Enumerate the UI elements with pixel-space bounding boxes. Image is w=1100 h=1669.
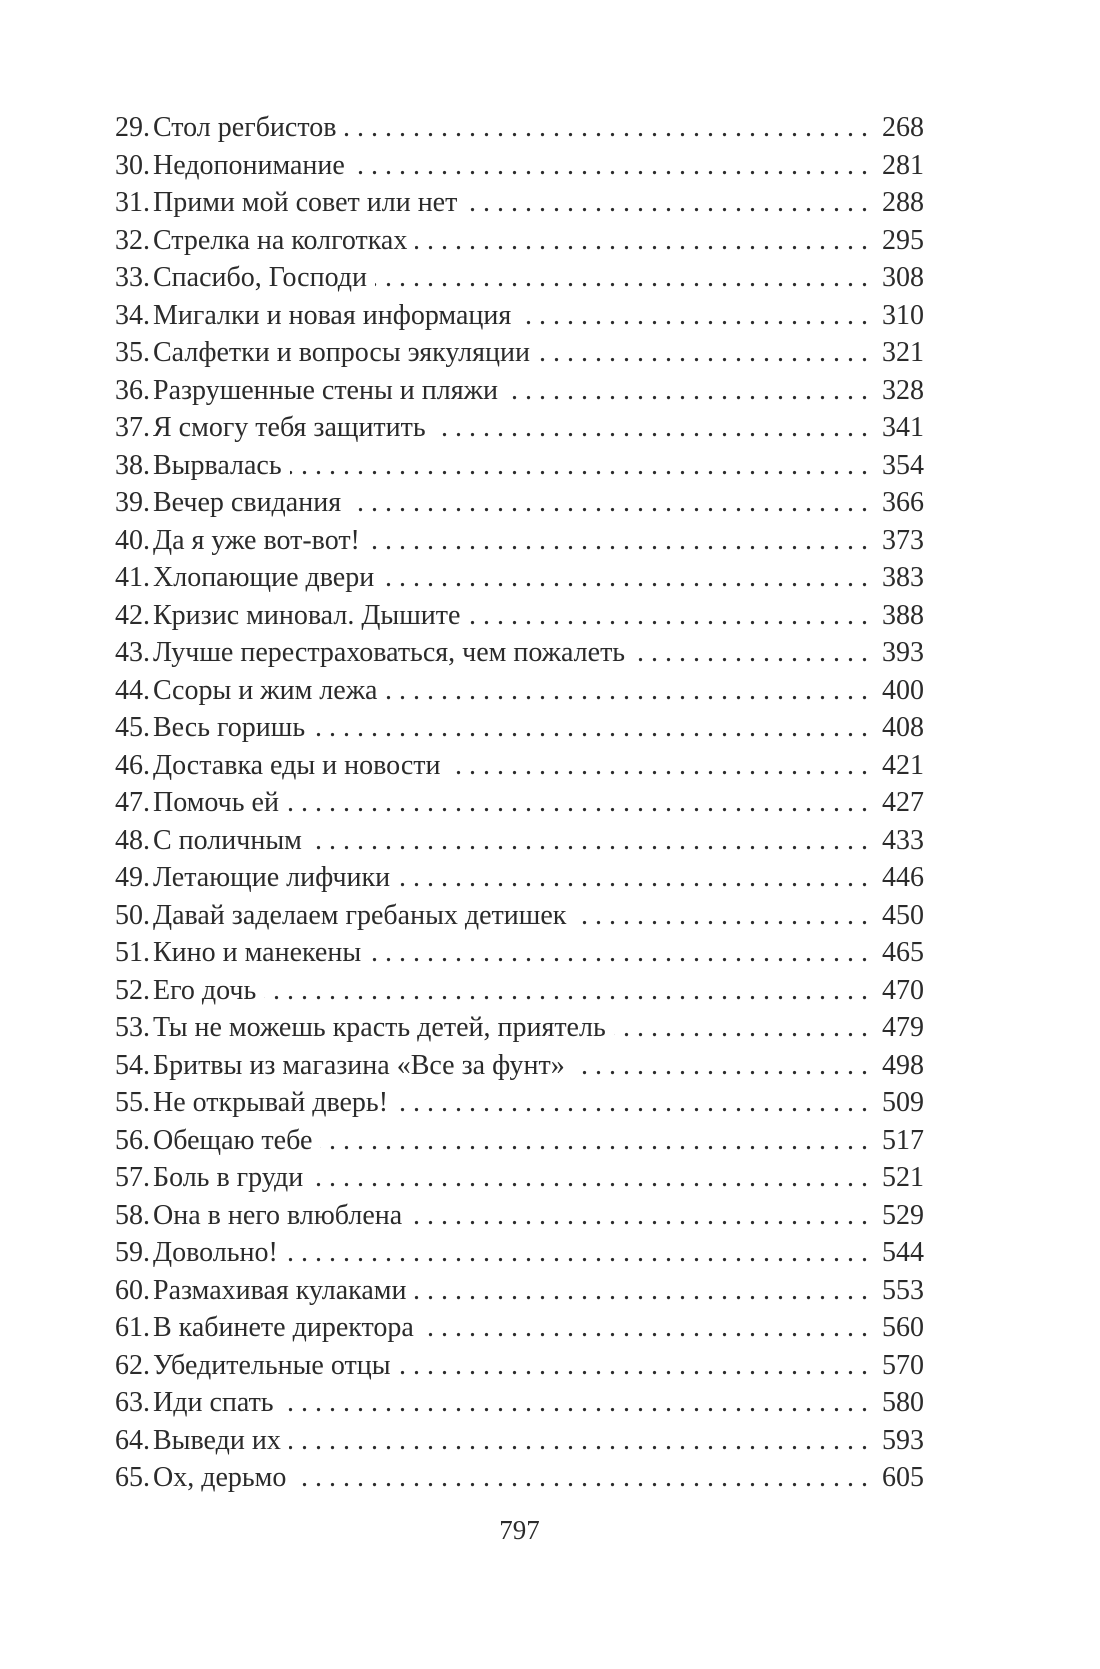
chapter-page-number: 400 (882, 674, 924, 706)
chapter-number: 61. (115, 1312, 150, 1343)
chapter-page-number: 427 (882, 787, 924, 818)
dot-leader (282, 1384, 868, 1422)
toc-entry (115, 259, 924, 297)
toc-entry (115, 634, 924, 672)
toc-entry (115, 597, 924, 635)
chapter-page-number: 446 (882, 862, 924, 893)
chapter-number: 42. (115, 599, 150, 631)
folio-page-number: 797 (499, 1515, 540, 1545)
chapter-title: Разрушенные стены и пляжи (153, 374, 498, 406)
chapter-page-number: 383 (882, 562, 924, 593)
chapter-page-number: 308 (882, 262, 924, 293)
dot-leader (396, 1084, 868, 1122)
chapter-title: Убедительные отцы (153, 1349, 391, 1381)
chapter-page-number: 268 (882, 112, 924, 143)
chapter-title: Ссоры и жим лежа (153, 674, 378, 706)
dot-leader (349, 484, 868, 522)
chapter-number: 65. (115, 1462, 150, 1493)
chapter-page-number: 341 (882, 412, 924, 443)
chapter-page-number: 354 (882, 449, 924, 481)
chapter-page-number: 553 (882, 1274, 924, 1306)
chapter-number: 48. (115, 824, 150, 856)
toc-entry (115, 409, 924, 447)
dot-leader (369, 934, 868, 972)
chapter-title: Весь горишь (153, 712, 306, 743)
chapter-title: Его дочь (153, 974, 257, 1006)
chapter-number: 46. (115, 749, 150, 781)
toc-entry (115, 522, 924, 560)
dot-leader (289, 1422, 868, 1460)
dot-leader (449, 747, 868, 785)
dot-leader (320, 1122, 868, 1160)
toc-entry (115, 934, 924, 972)
chapter-number: 55. (115, 1087, 150, 1118)
chapter-number: 29. (115, 112, 150, 143)
chapter-page-number: 580 (882, 1387, 924, 1418)
dot-leader (538, 334, 868, 372)
toc-entry (115, 1384, 924, 1422)
chapter-title: Ты не можешь красть детей, приятель (153, 1012, 606, 1043)
chapter-title: Хлопающие двери (153, 562, 375, 593)
chapter-number: 37. (115, 412, 150, 443)
chapter-title: Иди спать (153, 1387, 274, 1418)
chapter-page-number: 408 (882, 712, 924, 743)
chapter-page-number: 450 (882, 899, 924, 931)
chapter-title: Давай заделаем гребаных детишек (153, 899, 567, 931)
dot-leader (410, 1197, 868, 1235)
toc-entry (115, 1234, 924, 1272)
chapter-title: Мигалки и новая информация (153, 299, 512, 331)
chapter-page-number: 498 (882, 1049, 924, 1081)
chapter-title: Вечер свидания (153, 487, 342, 518)
dot-leader (633, 634, 868, 672)
chapter-page-number: 470 (882, 974, 924, 1006)
chapter-page-number: 517 (882, 1124, 924, 1156)
chapter-title: Стрелка на колготках (153, 224, 408, 256)
toc-entry (115, 672, 924, 710)
chapter-title: В кабинете директора (153, 1312, 414, 1343)
chapter-number: 39. (115, 487, 150, 518)
chapter-number: 59. (115, 1237, 150, 1268)
chapter-page-number: 295 (882, 224, 924, 256)
chapter-title: Кризис миновал. Дышите (153, 599, 461, 631)
dot-leader (399, 1347, 868, 1385)
toc-entry (115, 1347, 924, 1385)
toc-entry (115, 559, 924, 597)
dot-leader (375, 259, 868, 297)
chapter-title: Прими мой совет или нет (153, 187, 458, 218)
page-footer (115, 1512, 924, 1549)
chapter-title: Я смогу тебя защитить (153, 412, 426, 443)
toc-entry (115, 484, 924, 522)
toc-entry (115, 1309, 924, 1347)
dot-leader (574, 897, 868, 935)
toc-entry (115, 1084, 924, 1122)
chapter-number: 44. (115, 674, 150, 706)
chapter-number: 52. (115, 974, 150, 1006)
dot-leader (294, 1459, 868, 1497)
toc-entry (115, 372, 924, 410)
chapter-title: Довольно! (153, 1237, 278, 1268)
chapter-page-number: 310 (882, 299, 924, 331)
chapter-title: С поличным (153, 824, 302, 856)
toc-entry (115, 822, 924, 860)
chapter-title: Кино и манекены (153, 937, 362, 968)
chapter-number: 56. (115, 1124, 150, 1156)
dot-leader (414, 1272, 868, 1310)
toc-entry (115, 147, 924, 185)
chapter-number: 54. (115, 1049, 150, 1081)
chapter-page-number: 521 (882, 1162, 924, 1193)
chapter-number: 49. (115, 862, 150, 893)
dot-leader (353, 147, 868, 185)
chapter-page-number: 605 (882, 1462, 924, 1493)
dot-leader (465, 184, 868, 222)
chapter-number: 38. (115, 449, 150, 481)
chapter-title: Летающие лифчики (153, 862, 391, 893)
chapter-title: Ох, дерьмо (153, 1462, 287, 1493)
chapter-number: 64. (115, 1424, 150, 1456)
chapter-number: 50. (115, 899, 150, 931)
dot-leader (415, 222, 868, 260)
chapter-number: 36. (115, 374, 150, 406)
toc-entry (115, 972, 924, 1010)
chapter-number: 33. (115, 262, 150, 293)
chapter-number: 40. (115, 524, 150, 556)
dot-leader (519, 297, 868, 335)
dot-leader (368, 522, 868, 560)
chapter-title: Помочь ей (153, 787, 279, 818)
dot-leader (422, 1309, 868, 1347)
chapter-number: 60. (115, 1274, 150, 1306)
toc-entry (115, 709, 924, 747)
toc-entry (115, 1009, 924, 1047)
chapter-page-number: 560 (882, 1312, 924, 1343)
toc-entry (115, 334, 924, 372)
dot-leader (614, 1009, 868, 1047)
dot-leader (468, 597, 868, 635)
chapter-page-number: 328 (882, 374, 924, 406)
chapter-page-number: 570 (882, 1349, 924, 1381)
toc-entry (115, 297, 924, 335)
toc-entry (115, 747, 924, 785)
chapter-title: Доставка еды и новости (153, 749, 441, 781)
chapter-title: Бритвы из магазина «Все за фунт» (153, 1049, 565, 1081)
chapter-number: 51. (115, 937, 150, 968)
chapter-number: 47. (115, 787, 150, 818)
dot-leader (286, 1234, 868, 1272)
chapter-number: 62. (115, 1349, 150, 1381)
toc-entry (115, 1459, 924, 1497)
chapter-page-number: 465 (882, 937, 924, 968)
chapter-title: Боль в груди (153, 1162, 304, 1193)
chapter-number: 58. (115, 1199, 150, 1231)
toc-entry (115, 1422, 924, 1460)
dot-leader (434, 409, 868, 447)
toc-entry (115, 1197, 924, 1235)
toc-entry (115, 1122, 924, 1160)
chapter-page-number: 321 (882, 337, 924, 368)
toc-entry (115, 222, 924, 260)
chapter-number: 30. (115, 149, 150, 181)
chapter-title: Стол регбистов (153, 112, 337, 143)
chapter-title: Салфетки и вопросы эякуляции (153, 337, 530, 368)
chapter-title: Выведи их (153, 1424, 281, 1456)
dot-leader (311, 1159, 868, 1197)
chapter-number: 63. (115, 1387, 150, 1418)
dot-leader (382, 559, 868, 597)
chapter-title: Размахивая кулаками (153, 1274, 407, 1306)
chapter-title: Спасибо, Господи (153, 262, 368, 293)
chapter-page-number: 393 (882, 637, 924, 668)
chapter-page-number: 433 (882, 824, 924, 856)
toc-entry (115, 859, 924, 897)
chapter-title: Вырвалась (153, 449, 282, 481)
chapter-page-number: 388 (882, 599, 924, 631)
chapter-number: 35. (115, 337, 150, 368)
toc-entry (115, 184, 924, 222)
chapter-title: Обещаю тебе (153, 1124, 313, 1156)
chapter-page-number: 593 (882, 1424, 924, 1456)
chapter-page-number: 288 (882, 187, 924, 218)
chapter-title: Недопонимание (153, 149, 345, 181)
dot-leader (287, 784, 868, 822)
toc-entry (115, 1047, 924, 1085)
chapter-number: 32. (115, 224, 150, 256)
chapter-page-number: 373 (882, 524, 924, 556)
dot-leader (313, 709, 868, 747)
chapter-number: 45. (115, 712, 150, 743)
chapter-page-number: 529 (882, 1199, 924, 1231)
dot-leader (310, 822, 868, 860)
dot-leader (398, 859, 868, 897)
chapter-page-number: 281 (882, 149, 924, 181)
chapter-page-number: 366 (882, 487, 924, 518)
chapter-title: Да я уже вот-вот! (153, 524, 360, 556)
dot-leader (506, 372, 868, 410)
chapter-page-number: 544 (882, 1237, 924, 1268)
toc-entry (115, 897, 924, 935)
table-of-contents (115, 109, 924, 1497)
dot-leader (290, 447, 868, 485)
toc-entry (115, 109, 924, 147)
toc-entry (115, 1272, 924, 1310)
dot-leader (385, 672, 868, 710)
chapter-title: Она в него влюблена (153, 1199, 403, 1231)
toc-entry (115, 1159, 924, 1197)
chapter-number: 34. (115, 299, 150, 331)
chapter-page-number: 479 (882, 1012, 924, 1043)
chapter-page-number: 421 (882, 749, 924, 781)
dot-leader (264, 972, 868, 1010)
chapter-page-number: 509 (882, 1087, 924, 1118)
chapter-number: 43. (115, 637, 150, 668)
chapter-title: Не открывай дверь! (153, 1087, 389, 1118)
dot-leader (344, 109, 868, 147)
chapter-number: 31. (115, 187, 150, 218)
chapter-title: Лучше перестраховаться, чем пожалеть (153, 637, 626, 668)
chapter-number: 41. (115, 562, 150, 593)
chapter-number: 53. (115, 1012, 150, 1043)
toc-entry (115, 784, 924, 822)
chapter-number: 57. (115, 1162, 150, 1193)
dot-leader (573, 1047, 868, 1085)
toc-entry (115, 447, 924, 485)
